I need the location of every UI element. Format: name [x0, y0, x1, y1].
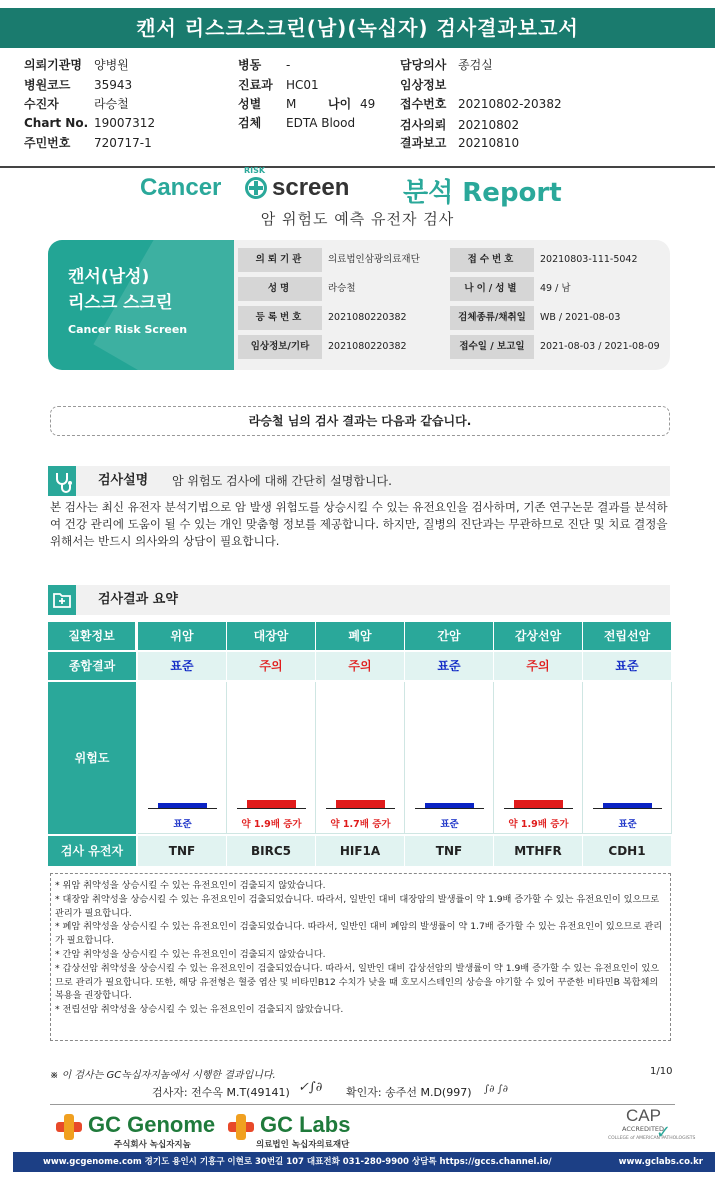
brand-cancer: Cancer [140, 174, 222, 201]
risk-cell [583, 682, 672, 834]
overall-result: 주의 [227, 652, 316, 680]
info-card-title-line2: 리스크 스크린 [68, 293, 173, 313]
info-value: 라승철 [328, 283, 356, 294]
gc-genome-logo: GC Genome [88, 1112, 216, 1137]
result-message: 라승철 님의 검사 결과는 다음과 같습니다. [50, 406, 670, 436]
risk-label: 표준 [618, 819, 637, 830]
risk-cell [405, 682, 494, 834]
info-key: 의뢰기관 [238, 248, 322, 272]
doctor-label: 담당의사 [400, 58, 447, 72]
institution-row [24, 56, 129, 73]
brand-plus-icon [245, 177, 267, 199]
footer-divider [50, 1104, 675, 1105]
checker-signature: ✓∫∂ [298, 1080, 323, 1095]
gene-name: MTHFR [494, 836, 583, 866]
risk-label: 약 1.9배 증가 [241, 819, 302, 830]
risk-label: 표준 [440, 819, 459, 830]
brand-report: 분석 Report [403, 178, 562, 208]
info-key: 나이/성별 [450, 277, 534, 301]
request-value: 20210802 [458, 118, 520, 132]
brand-subtitle: 암 위험도 예측 유전자 검사 [260, 210, 455, 228]
description-body: 본 검사는 최신 유전자 분석기법으로 암 발생 위험도를 상승시킬 수 있는 유전요인을 검사하며, 기존 연구논문 결과를 분석하여 건강 관리에 도움이 될 수 있는 개인 맞춤형 정보를 제공합니다. 하지만, 질병의 진단과는 무관하므로 진단 및 치료 결정을 위해서는 반드시 의사와의 상담이 필요합니다. [50, 500, 668, 548]
chart-row [24, 116, 155, 130]
checker: 검사자: 전수옥 M.T(49141) [152, 1086, 290, 1099]
info-row [238, 277, 664, 301]
dept-label: 진료과 [238, 78, 273, 92]
brand-screen: screen [272, 174, 350, 201]
info-key: 접수일 / 보고일 [450, 335, 534, 359]
folder-plus-icon [48, 585, 76, 615]
ward-value: - [286, 58, 291, 72]
info-row [238, 248, 664, 272]
chart-label: Chart No. [24, 116, 89, 130]
chart-value: 19007312 [94, 116, 156, 130]
gc-genome-cross-icon [56, 1114, 82, 1140]
specimen-value: EDTA Blood [286, 116, 356, 130]
institution-label: 의뢰기관명 [24, 58, 82, 72]
info-card [48, 240, 670, 370]
approver-signature: ∫∂ ∫∂ [484, 1084, 508, 1095]
description-subtitle: 암 위험도 검사에 대해 간단히 설명합니다. [172, 474, 392, 488]
risk-bar [336, 800, 385, 808]
info-key: 검체종류/채취일 [450, 306, 534, 330]
patient-row [24, 95, 129, 112]
sex-label: 성별 [238, 97, 262, 111]
summary-section-header [48, 585, 670, 615]
brand-risk: RISK [244, 166, 266, 175]
summary-table [48, 622, 672, 867]
risk-baseline [237, 808, 306, 809]
summary-title: 검사결과 요약 [98, 592, 178, 607]
risk-cell [138, 682, 227, 834]
ward-label: 병동 [238, 58, 262, 72]
risk-label: 약 1.7배 증가 [330, 819, 391, 830]
gene-name: BIRC5 [227, 836, 316, 866]
receipt-row [400, 95, 562, 112]
risk-cell [227, 682, 316, 834]
gene-name: TNF [138, 836, 227, 866]
request-label: 검사의뢰 [400, 118, 447, 132]
info-value: 2021080220382 [328, 312, 407, 323]
gene-name: HIF1A [316, 836, 405, 866]
stethoscope-icon [48, 466, 76, 496]
description-title: 검사설명 [98, 473, 149, 488]
ward-row [238, 56, 290, 73]
info-value: 의료법인삼광의료재단 [328, 254, 420, 265]
note-item: * 위암 취약성을 상승시킬 수 있는 유전요인이 검출되지 않았습니다. [55, 880, 326, 891]
rrn-label: 주민번호 [24, 136, 71, 150]
request-row [400, 116, 519, 133]
patient-value: 라승철 [94, 97, 129, 111]
risk-bar [247, 800, 296, 808]
info-key: 등록번호 [238, 306, 322, 330]
note-item: * 대장암 취약성을 상승시킬 수 있는 유전요인이 검출되었습니다. 따라서, 일반인 대비 대장암의 발생률이 약 1.9배 증가할 수 있는 유전요인이 있으므로 관리가 필요합니다. [55, 893, 660, 919]
receipt-value: 20210802-20382 [458, 97, 562, 111]
hospital-code-label: 병원코드 [24, 78, 71, 92]
cap-text: CAP [626, 1106, 661, 1125]
info-card-title-en: Cancer Risk Screen [68, 323, 188, 336]
description-section-header [48, 466, 670, 496]
info-key: 성명 [238, 277, 322, 301]
info-card-title-panel [48, 240, 234, 370]
age-label: 나이 [328, 97, 352, 111]
cap-accredited-badge [606, 1106, 696, 1146]
cap-small: COLLEGE of AMERICAN PATHOLOGISTS [608, 1136, 696, 1141]
info-key: 임상정보/기타 [238, 335, 322, 359]
checkmark-icon: ✓ [656, 1122, 672, 1143]
risk-cell [316, 682, 405, 834]
clinical-row [400, 76, 458, 93]
institution-value: 양병원 [94, 58, 129, 72]
disease-name: 위암 [138, 622, 227, 650]
risk-bar [603, 803, 652, 808]
sex-value: M [286, 97, 297, 111]
report-label: 결과보고 [400, 136, 447, 150]
gc-labs-cross-icon [228, 1114, 254, 1140]
specimen-row [238, 114, 355, 131]
risk-bar [425, 803, 474, 808]
info-value: 2021080220382 [328, 341, 407, 352]
info-value: WB / 2021-08-03 [540, 312, 621, 323]
disease-name: 폐암 [316, 622, 405, 650]
info-value: 2021-08-03 / 2021-08-09 [540, 341, 660, 352]
disease-name: 갑상선암 [494, 622, 583, 650]
doctor-value: 종검실 [458, 58, 493, 72]
overall-result: 표준 [138, 652, 227, 680]
notes-box [50, 873, 671, 1041]
brand-logo [0, 166, 715, 208]
page-number: 1/10 [650, 1066, 673, 1077]
cap-accredited: ACCREDITED [622, 1125, 665, 1133]
disease-name: 대장암 [227, 622, 316, 650]
risk-baseline [326, 808, 395, 809]
gene-name: CDH1 [583, 836, 672, 866]
risk-header: 위험도 [48, 682, 136, 834]
rrn-value: 720717-1 [94, 136, 152, 150]
risk-cell [494, 682, 583, 834]
sex-row [238, 95, 375, 112]
info-value: 20210803-111-5042 [540, 254, 638, 265]
patient-header [0, 52, 715, 168]
bottom-contact-bar [13, 1152, 715, 1172]
clinical-label: 임상정보 [400, 78, 447, 92]
approver: 확인자: 송주선 M.D(997) [346, 1086, 472, 1099]
overall-result: 주의 [494, 652, 583, 680]
overall-result: 주의 [316, 652, 405, 680]
note-item: * 전립선암 취약성을 상승시킬 수 있는 유전요인이 검출되지 않았습니다. [55, 1004, 344, 1016]
hospital-code-row [24, 76, 132, 93]
risk-bar [158, 803, 207, 808]
overall-header: 종합결과 [48, 652, 136, 680]
rrn-row [24, 134, 152, 151]
risk-bar [514, 800, 563, 808]
report-row [400, 134, 519, 151]
specimen-label: 검체 [238, 116, 262, 130]
risk-label: 표준 [173, 819, 192, 830]
risk-baseline [415, 808, 484, 809]
overall-result: 표준 [405, 652, 494, 680]
note-item: * 갑상선암 취약성을 상승시킬 수 있는 유전요인이 검출되었습니다. 따라서, 일반인 대비 갑상선암의 발생률이 약 1.9배 증가할 수 있는 유전요인이 있으므로 관리가 필요합니다. 또한, 해당 유전형은 혈중 엽산 및 비타민B12 수치가 낮을 때 호모시스테인의 상승을 야기할 수 있어 꾸준한 비타민B 복합체의 복용을 권장합니다. [55, 962, 660, 1002]
risk-baseline [148, 808, 217, 809]
overall-result: 표준 [583, 652, 672, 680]
gene-name: TNF [405, 836, 494, 866]
info-row [238, 306, 664, 330]
dept-value: HC01 [286, 78, 319, 92]
report-title: 캔서 리스크스크린(남)(녹십자) 검사결과보고서 [0, 8, 715, 48]
note-item: * 폐암 취약성을 상승시킬 수 있는 유전요인이 검출되었습니다. 따라서, 일반인 대비 폐암의 발생률이 약 1.7배 증가할 수 있는 유전요인이 있으므로 관리가 필요합니다. [55, 921, 663, 947]
info-key: 접수번호 [450, 248, 534, 272]
address: www.gcgenome.com 경기도 용인시 기흥구 이현로 30번길 107 대표전화 031-280-9900 상담톡 https://gccs.channel.io/ [43, 1157, 552, 1167]
disease-header: 질환정보 [48, 622, 136, 650]
note-item: * 간암 취약성을 상승시킬 수 있는 유전요인이 검출되지 않았습니다. [55, 948, 326, 960]
info-row [238, 335, 664, 359]
footer-note: ※ 이 검사는 GC녹십자지놈에서 시행한 결과입니다. [50, 1070, 276, 1081]
receipt-label: 접수번호 [400, 97, 447, 111]
risk-label: 약 1.9배 증가 [508, 819, 569, 830]
gc-labs-logo: GC Labs [260, 1112, 351, 1137]
gene-header: 검사 유전자 [48, 836, 136, 866]
disease-name: 전립선암 [583, 622, 672, 650]
info-card-title-line1: 캔서(남성) [68, 267, 150, 287]
gc-labs-sub: 의료법인 녹십자의료재단 [256, 1140, 350, 1150]
disease-name: 간암 [405, 622, 494, 650]
risk-baseline [593, 808, 662, 809]
risk-baseline [504, 808, 573, 809]
info-value: 49 / 남 [540, 283, 571, 294]
site-link[interactable]: www.gclabs.co.kr [618, 1157, 703, 1167]
hospital-code-value: 35943 [94, 78, 133, 92]
gc-genome-sub: 주식회사 녹십자지놈 [114, 1140, 191, 1150]
doctor-row [400, 56, 493, 73]
report-value: 20210810 [458, 136, 520, 150]
patient-label: 수진자 [24, 97, 59, 111]
dept-row [238, 76, 319, 93]
age-value: 49 [360, 97, 376, 111]
